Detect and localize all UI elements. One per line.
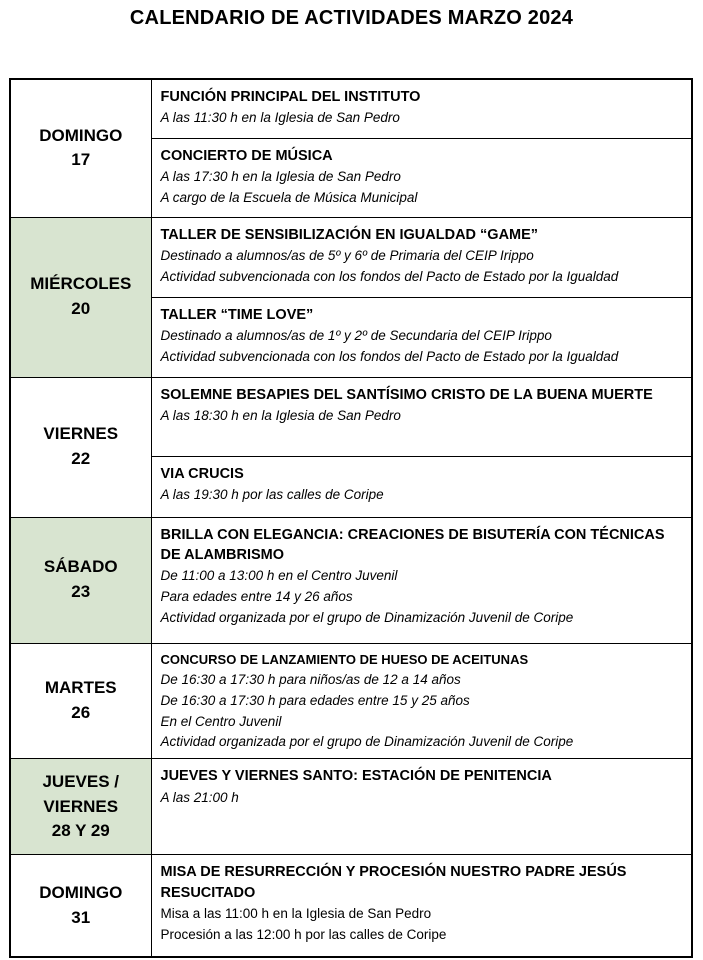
activity-cell <box>151 377 692 456</box>
day-cell-martes-26 <box>10 643 151 759</box>
activity-title: TALLER “TIME LOVE” <box>160 306 314 323</box>
activity-cell <box>151 855 692 957</box>
activity-detail: Destinado a alumnos/as de 1º y 2º de Secundaria del CEIP Irippo <box>160 327 552 343</box>
table-row <box>10 79 692 138</box>
activity-title: CONCURSO DE LANZAMIENTO DE HUESO DE ACEITUNAS <box>160 651 529 667</box>
activity-detail: A cargo de la Escuela de Música Municipal <box>160 189 418 205</box>
activity-cell <box>151 643 692 759</box>
activity-title: TALLER DE SENSIBILIZACIÓN EN IGUALDAD “GAME” <box>160 226 539 243</box>
table-row <box>10 643 692 759</box>
activity-title: BRILLA CON ELEGANCIA: CREACIONES DE BISUTERÍA CON TÉCNICAS DE ALAMBRISMO <box>160 526 665 563</box>
day-cell-sabado-23 <box>10 517 151 643</box>
activity-title: SOLEMNE BESAPIES DEL SANTÍSIMO CRISTO DE LA BUENA MUERTE <box>160 386 653 403</box>
day-name: SÁBADO <box>43 557 118 577</box>
day-cell-miercoles-20 <box>10 217 151 377</box>
day-number: 22 <box>71 449 91 468</box>
activity-cell <box>151 138 692 217</box>
activity-detail: Procesión a las 12:00 h por las calles de Coripe <box>160 926 447 942</box>
activity-cell <box>151 79 692 138</box>
activity-detail: A las 21:00 h <box>160 789 239 805</box>
activity-title: MISA DE RESURRECCIÓN Y PROCESIÓN NUESTRO PADRE JESÚS RESUCITADO <box>160 864 627 901</box>
day-cell-jueves-viernes-28-29 <box>10 759 151 855</box>
activity-detail: A las 18:30 h en la Iglesia de San Pedro <box>160 407 401 423</box>
activity-cell <box>151 297 692 377</box>
day-number: 20 <box>71 299 91 318</box>
activities-table <box>9 78 693 958</box>
activity-detail: Actividad organizada por el grupo de Dinamización Juvenil de Coripe <box>160 734 574 750</box>
day-name: DOMINGO <box>39 882 123 902</box>
activity-title: VIA CRUCIS <box>160 465 244 482</box>
activity-detail: De 16:30 a 17:30 h para edades entre 15 y 25 años <box>160 692 470 708</box>
page-title: CALENDARIO DE ACTIVIDADES MARZO 2024 <box>129 7 574 29</box>
activity-detail: En el Centro Juvenil <box>160 713 282 729</box>
activity-cell <box>151 217 692 297</box>
activity-title: JUEVES Y VIERNES SANTO: ESTACIÓN DE PENITENCIA <box>160 768 552 785</box>
activity-title: CONCIERTO DE MÚSICA <box>160 147 333 164</box>
activity-detail: Misa a las 11:00 h en la Iglesia de San Pedro <box>160 905 432 921</box>
day-number: 31 <box>71 907 91 927</box>
table-row <box>10 377 692 456</box>
table-row <box>10 855 692 957</box>
activity-cell <box>151 456 692 517</box>
activity-detail: A las 19:30 h por las calles de Coripe <box>160 486 384 502</box>
activity-cell <box>151 517 692 643</box>
table-row <box>10 759 692 855</box>
day-name: VIERNES <box>43 424 119 444</box>
table-row <box>10 217 692 297</box>
activity-cell <box>151 759 692 855</box>
activity-detail: De 11:00 a 13:00 h en el Centro Juvenil <box>160 568 398 584</box>
activity-title: FUNCIÓN PRINCIPAL DEL INSTITUTO <box>160 89 421 105</box>
activity-detail: A las 11:30 h en la Iglesia de San Pedro <box>160 110 400 126</box>
activity-detail: Para edades entre 14 y 26 años <box>160 589 353 605</box>
day-number: 28 Y 29 <box>51 821 110 841</box>
day-name: JUEVES / VIERNES <box>42 771 120 816</box>
activity-detail: Actividad subvencionada con los fondos del Pacto de Estado por la Igualdad <box>160 268 619 284</box>
day-name: MARTES <box>44 678 117 698</box>
activity-detail: De 16:30 a 17:30 h para niños/as de 12 a 14 años <box>160 671 461 687</box>
activity-detail: Destinado a alumnos/as de 5º y 6º de Primaria del CEIP Irippo <box>160 247 534 263</box>
day-number: 26 <box>71 702 91 722</box>
day-number: 17 <box>71 150 91 170</box>
activity-detail: Actividad subvencionada con los fondos del Pacto de Estado por la Igualdad <box>160 348 619 364</box>
activity-detail: Actividad organizada por el grupo de Dinamización Juvenil de Coripe <box>160 609 574 625</box>
day-name: DOMINGO <box>39 125 123 145</box>
activity-detail: A las 17:30 h en la Iglesia de San Pedro <box>160 168 401 184</box>
day-cell-domingo-17 <box>10 79 151 217</box>
day-cell-viernes-22 <box>10 377 151 517</box>
day-number: 23 <box>71 582 91 601</box>
day-cell-domingo-31 <box>10 855 151 957</box>
day-name: MIÉRCOLES <box>30 274 132 294</box>
table-row <box>10 517 692 643</box>
